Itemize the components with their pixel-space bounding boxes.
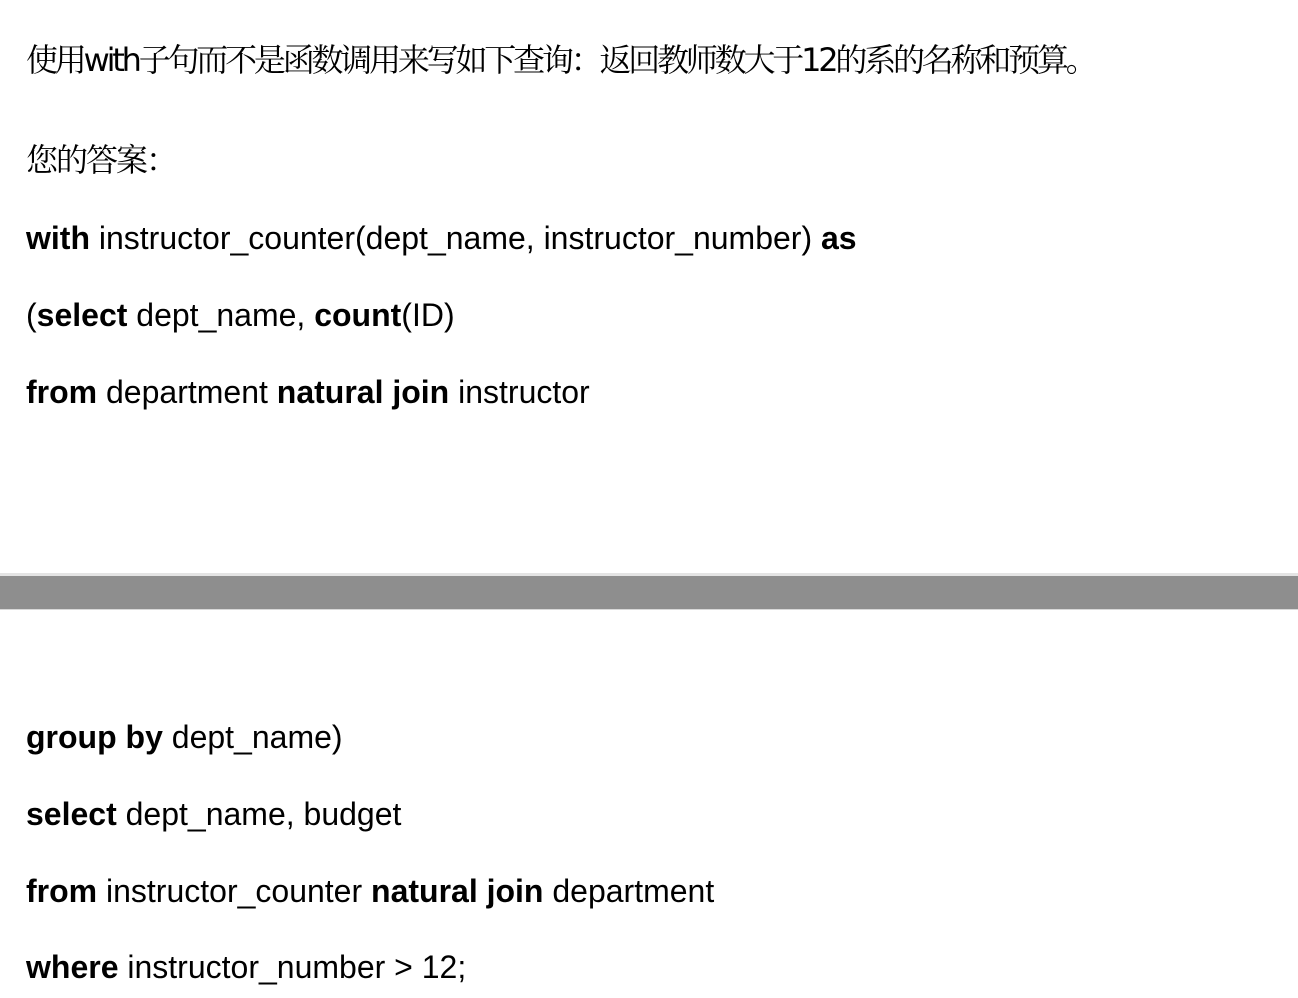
code-line-from: [26, 372, 590, 412]
answer-label: 您的答案：: [26, 141, 177, 179]
code-text: department: [543, 873, 715, 909]
keyword: natural join: [276, 374, 450, 410]
code-line-with: [26, 218, 857, 258]
code-line-where: [26, 947, 466, 987]
keyword: with: [26, 220, 90, 256]
keyword: as: [821, 220, 857, 256]
keyword: where: [26, 949, 119, 985]
code-text: (: [26, 297, 37, 333]
code-text: (ID): [401, 297, 455, 333]
page-bottom: [0, 610, 1298, 998]
keyword: count: [314, 297, 402, 333]
keyword: select: [26, 796, 117, 832]
code-text: department: [97, 374, 277, 410]
code-text: dept_name): [162, 719, 343, 755]
code-text: instructor_number > 12;: [118, 949, 467, 985]
keyword: natural join: [371, 873, 544, 909]
keyword: select: [36, 297, 128, 333]
code-line-select-budget: [26, 794, 401, 834]
code-line-group-by: [26, 717, 343, 757]
keyword: group by: [26, 719, 163, 755]
keyword: from: [26, 374, 98, 410]
code-line-from-counter: [26, 871, 714, 911]
page-break-separator: [0, 576, 1298, 609]
code-text: instructor: [449, 374, 590, 410]
code-text: instructor_counter(dept_name, instructor_number): [89, 220, 821, 256]
code-line-select: [26, 295, 455, 335]
code-text: dept_name, budget: [116, 796, 402, 832]
code-text: dept_name,: [127, 297, 315, 333]
question-text: 使用with子句而不是函数调用来写如下查询：返回教师数大于12的系的名称和预算。: [26, 41, 1095, 79]
code-text: instructor_counter: [97, 873, 372, 909]
keyword: from: [26, 873, 98, 909]
